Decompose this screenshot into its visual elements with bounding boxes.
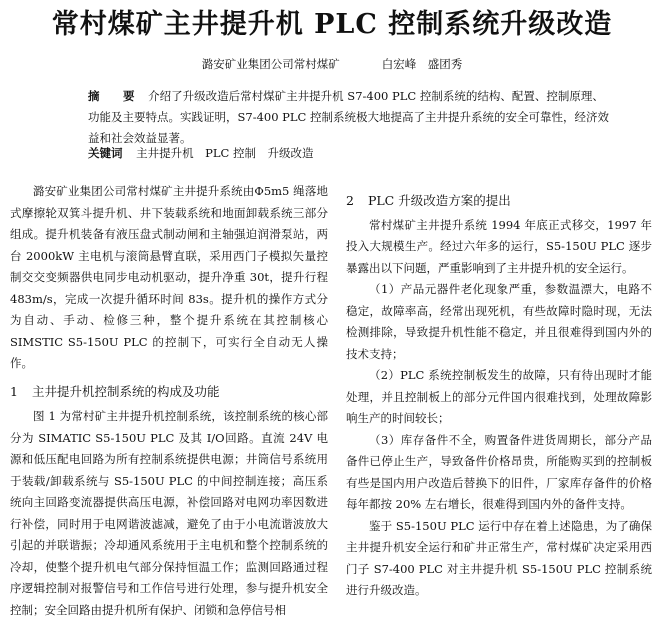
paragraph: （3）库存备件不全，购置备件进货周期长，部分产品备件已停止生产，导致备件价格昂贵，所能购买到的控制板有些是国内用户改造后替换下的旧件，厂家库存备件的价格每年都按 20% 左右增长，很难得到国内外的备件支持。: [346, 432, 652, 511]
authors-line: [0, 56, 664, 72]
left-column: [10, 181, 328, 621]
section-title: 主井提升机控制系统的构成及功能: [31, 383, 220, 399]
paragraph: 鉴于 S5-150U PLC 运行中存在着上述隐患，为了确保主井提升机安全运行和矿井正常生产，常村煤矿决定采用西门子 S7-400 PLC 对主井提升机 S5-150U PLC 控制系统进行升级改造。: [346, 518, 652, 597]
keywords-label: 关键词: [88, 146, 123, 160]
section1-paragraph: 图 1 为常村矿主井提升机控制系统，该控制系统的核心部分为 SIMATIC S5-150U PLC 及其 I/O回路。直流 24V 电源和低压配电回路为所有控制系统提供电源；井筒信号系统用于装载/卸载系统与 S5-150U PLC 的中间控制连接；高压系统向主回路变流器提供高压电源，补偿回路对电网功率因数进行补偿，同时用于电网谐波滤减，避免了由于小电流谐波放大引起的并联谐振；冷却通风系统用于主电机和整个控制系统的冷却，使整个提升机电气部分保持恒温工作；监测回路通过程序逻辑控制对报警信号和工作信号进行处理，参与提升机安全控制；安全回路由提升机所有保护、闭锁和急停信号相: [10, 409, 328, 617]
abstract-text: 介绍了升级改造后常村煤矿主井提升机 S7-400 PLC 控制系统的结构、配置、控制原理、功能及主要特点。实践证明，S7-400 PLC 控制系统极大地提高了主井提升系统的安全可靠性，经济效益和社会效益显著。: [88, 89, 610, 145]
paragraph: （2）PLC 系统控制板发生的故障，只有待出现时才能处理，并且控制板上的部分元件国内很难找到，处理故障影响生产的时间较长；: [346, 368, 652, 425]
abstract-label: 摘 要: [88, 89, 141, 103]
abstract: [88, 86, 612, 149]
right-column: [346, 190, 652, 602]
paragraph: 常村煤矿主井提升系统 1994 年底正式移交，1997 年投入大规模生产。经过六年多的运行，S5-150U PLC 逐步暴露出以下问题，严重影响到了主井提升机的安全运行。: [346, 217, 652, 275]
paragraph: （1）产品元器件老化现象严重，参数温漂大，电路不稳定，故障率高，经常出现死机，有些故障时隐时现，无法检测排除，导致提升机性能不稳定，并且很难得到国内外的技术支持；: [346, 282, 652, 361]
author-names: 白宏峰 盛团秀: [381, 57, 463, 71]
affiliation: 潞安矿业集团公司常村煤矿: [201, 57, 340, 71]
section-number: 1: [10, 383, 18, 399]
section-heading-1: [10, 381, 328, 403]
intro-paragraph: 潞安矿业集团公司常村煤矿主井提升系统由Φ5m5 绳落地式摩擦轮双箕斗提升机、井下装载系统和地面卸载系统三部分组成。提升机装备有液压盘式制动闸和主轴强迫润滑泵站，两台 2000kW 主电机与滚筒悬臂直联，采用西门子模拟矢量控制交交变频器供电同步电动机驱动，提升净重 30t，提升行程 483m/s，完成一次提升循环时间 83s。提升机的操作方式分为自动、手动、检修三种，整个提升系统在其控制核心 SIMSTIC S5-150U PLC 的控制下，可实行全自动无人操作。: [10, 184, 328, 370]
keywords-text: 主井提升机 PLC 控制 升级改造: [136, 146, 314, 160]
section-number: 2: [346, 193, 354, 208]
page-title: 常村煤矿主井提升机 PLC 控制系统升级改造: [51, 9, 613, 40]
keywords: [88, 145, 612, 161]
section-heading-2: [346, 190, 652, 212]
section-title: PLC 升级改造方案的提出: [367, 193, 511, 208]
